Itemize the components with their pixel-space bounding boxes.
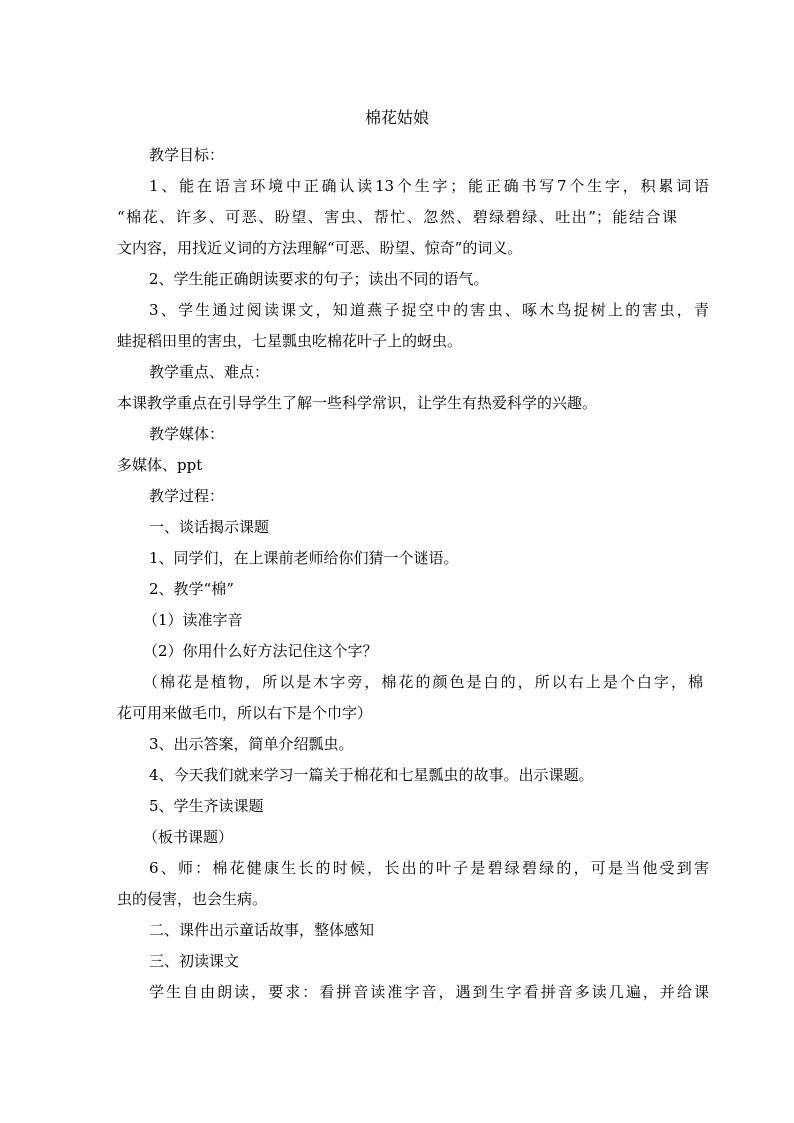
paragraph-line: 多媒体、ppt bbox=[117, 456, 203, 474]
heading-objectives: 教学目标： bbox=[149, 146, 225, 164]
paragraph-line: 3、学生通过阅读课文，知道燕子捉空中的害虫、啄木鸟捉树上的害虫，青 bbox=[149, 301, 709, 319]
paragraph-line: 虫的侵害，也会生病。 bbox=[117, 890, 268, 908]
paragraph-line: 本课教学重点在引导学生了解一些科学常识，让学生有热爱科学的兴趣。 bbox=[117, 394, 598, 412]
paragraph-line: 6、师：棉花健康生长的时候，长出的叶子是碧绿碧绿的，可是当他受到害 bbox=[149, 859, 709, 877]
paragraph-line: （2）你用什么好方法记住这个字？ bbox=[143, 642, 378, 660]
section-heading: 二、课件出示童话故事，整体感知 bbox=[149, 921, 375, 939]
paragraph-line: 花可用来做毛巾，所以右下是个巾字） bbox=[117, 704, 373, 722]
paragraph-line: 文内容，用找近义词的方法理解“可恶、盼望、惊奇”的词义。 bbox=[117, 239, 523, 257]
paragraph-line: 5、学生齐读课题 bbox=[149, 797, 264, 815]
paragraph-line: 4、今天我们就来学习一篇关于棉花和七星瓢虫的故事。出示课题。 bbox=[149, 766, 594, 784]
document-title: 棉花姑娘 bbox=[364, 108, 429, 127]
heading-media: 教学媒体： bbox=[149, 425, 225, 443]
paragraph-line: 3、出示答案，简单介绍瓢虫。 bbox=[149, 735, 354, 753]
paragraph-line: 1、能在语言环境中正确认读13个生字；能正确书写7个生字，积累词语 bbox=[149, 177, 709, 195]
paragraph-line: 蛙捉稻田里的害虫，七星瓢虫吃棉花叶子上的蚜虫。 bbox=[117, 332, 463, 350]
section-heading: 三、初读课文 bbox=[149, 952, 240, 970]
paragraph-line: （板书课题） bbox=[143, 828, 234, 846]
section-heading: 一、谈话揭示课题 bbox=[149, 518, 270, 536]
paragraph-line: 2、教学“棉” bbox=[149, 580, 234, 598]
paragraph-line: （棉花是植物，所以是木字旁，棉花的颜色是白的，所以右上是个白字，棉 bbox=[143, 673, 703, 691]
paragraph-line: 2、学生能正确朗读要求的句子；读出不同的语气。 bbox=[149, 270, 489, 288]
paragraph-line: 学生自由朗读，要求：看拼音读准字音，遇到生字看拼音多读几遍，并给课 bbox=[149, 983, 709, 1001]
paragraph-line: （1）读准字音 bbox=[143, 611, 243, 629]
heading-process: 教学过程： bbox=[149, 487, 225, 505]
paragraph-line: “棉花、许多、可恶、盼望、害虫、帮忙、忽然、碧绿碧绿、吐出”；能结合课 bbox=[117, 208, 677, 226]
heading-key-points: 教学重点、难点： bbox=[149, 363, 270, 381]
paragraph-line: 1、同学们，在上课前老师给你们猜一个谜语。 bbox=[149, 549, 459, 567]
